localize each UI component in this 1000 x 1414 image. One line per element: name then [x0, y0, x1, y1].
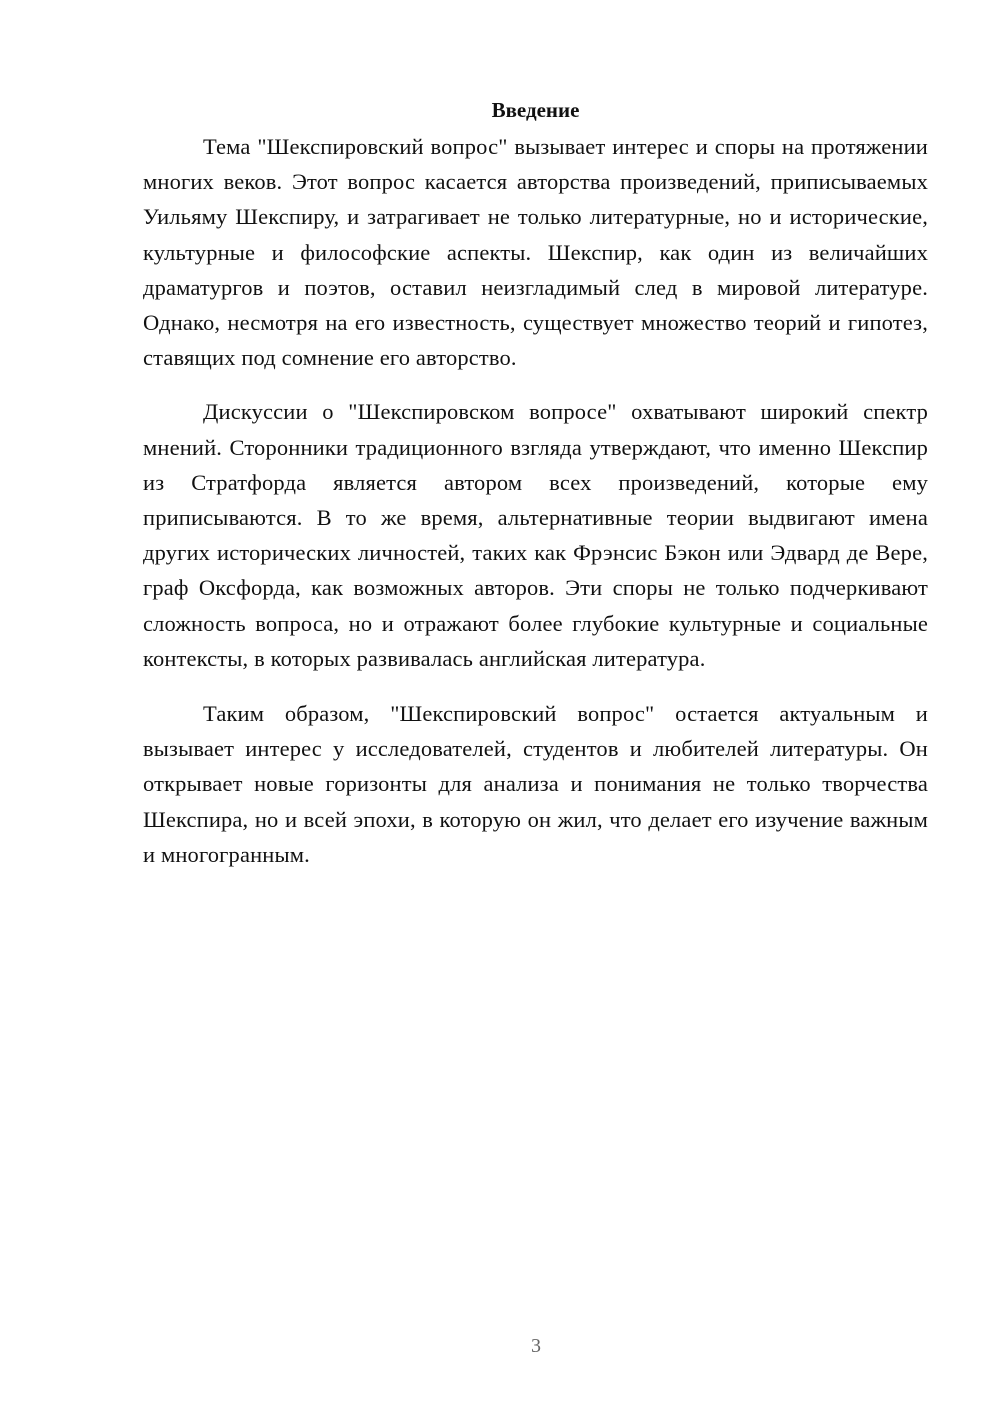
section-heading: Введение — [491, 98, 580, 122]
page-content — [143, 93, 928, 872]
paragraph-1: Тема "Шекспировский вопрос" вызывает интерес и споры на протяжении многих веков. Этот вопрос касается авторства произведений, приписываемых Уильяму Шекспиру, и затрагивает не только литературные, но и исторические, культурные и философские аспекты. Шекспир, как один из величайших драматургов и поэтов, оставил неизгладимый след в мировой литературе. Однако, несмотря на его известность, существует множество теорий и гипотез, ставящих под сомнение его авторство. — [143, 134, 928, 371]
page-number: 3 — [531, 1335, 541, 1357]
paragraph-2: Дискуссии о "Шекспировском вопросе" охватывают широкий спектр мнений. Сторонники традиционного взгляда утверждают, что именно Шекспир из Стратфорда является автором всех произведений, которые ему приписываются. В то же время, альтернативные теории выдвигают имена других исторических личностей, таких как Фрэнсис Бэкон или Эдвард де Вере, граф Оксфорда, как возможных авторов. Эти споры не только подчеркивают сложность вопроса, но и отражают более глубокие культурные и социальные контексты, в которых развивалась английская литература. — [143, 399, 928, 671]
paragraph-3: Таким образом, "Шекспировский вопрос" остается актуальным и вызывает интерес у исследователей, студентов и любителей литературы. Он открывает новые горизонты для анализа и понимания не только творчества Шекспира, но и всей эпохи, в которую он жил, что делает его изучение важным и многогранным. — [143, 701, 928, 867]
